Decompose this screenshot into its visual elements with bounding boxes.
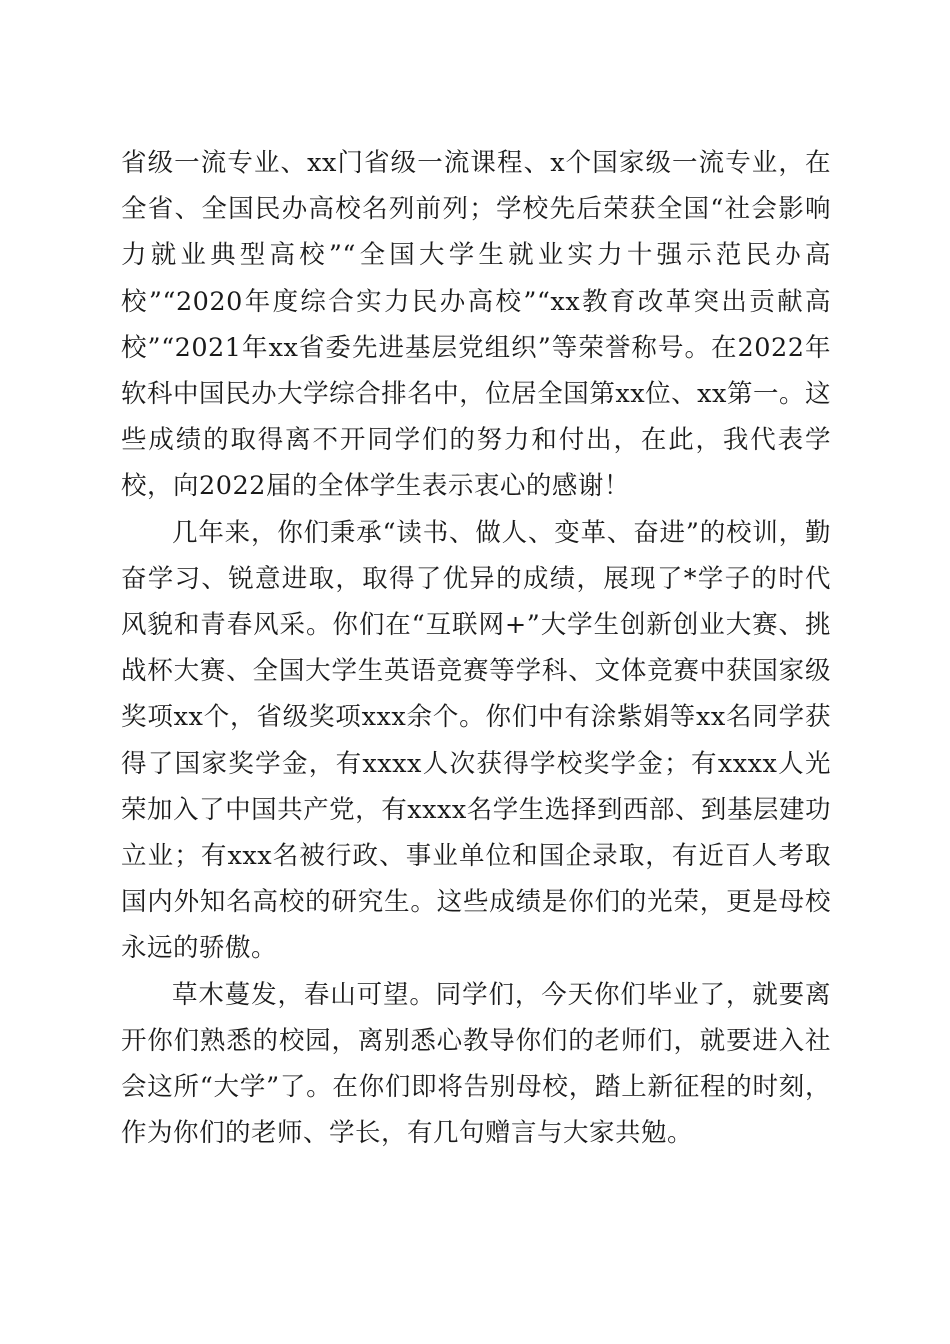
paragraph-achievements-continued: 省级一流专业、xx门省级一流课程、x个国家级一流专业，在全省、全国民办高校名列前列；学校先后荣获全国“社会影响力就业典型高校”“全国大学生就业实力十强示范民办高校”“2020年度综合实力民办高校”“xx教育改革突出贡献高校”“2021年xx省委先进基层党组织”等荣誉称号。在2022年软科中国民办大学综合排名中，位居全国第xx位、xx第一。这些成绩的取得离不开同学们的努力和付出，在此，我代表学校，向2022届的全体学生表示衷心的感谢！ (121, 148, 831, 502)
paragraph-farewell: 草木蔓发，春山可望。同学们，今天你们毕业了，就要离开你们熟悉的校园，离别悉心教导你们的老师们，就要进入社会这所“大学”了。在你们即将告别母校，踏上新征程的时刻，作为你们的老师、学长，有几句赠言与大家共勉。 (121, 979, 831, 1149)
document-body (121, 140, 831, 1156)
paragraph-student-achievements: 几年来，你们秉承“读书、做人、变革、奋进”的校训，勤奋学习、锐意进取，取得了优异的成绩，展现了*学子的时代风貌和青春风采。你们在“互联网+”大学生创新创业大赛、挑战杯大赛、全国大学生英语竞赛等学科、文体竞赛中获国家级奖项xx个，省级奖项xxx余个。你们中有涂紫娟等xx名同学获得了国家奖学金，有xxxx人次获得学校奖学金；有xxxx人光荣加入了中国共产党，有xxxx名学生选择到西部、到基层建功立业；有xxx名被行政、事业单位和国企录取，有近百人考取国内外知名高校的研究生。这些成绩是你们的光荣，更是母校永远的骄傲。 (121, 517, 831, 964)
